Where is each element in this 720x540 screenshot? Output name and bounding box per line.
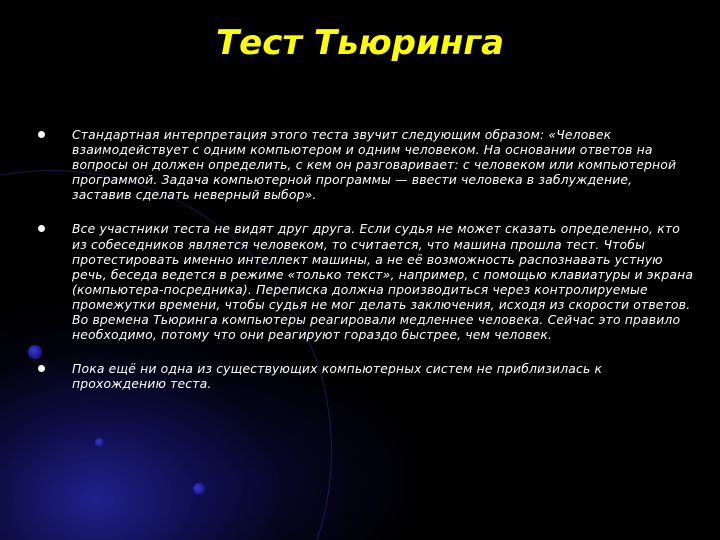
bullet-text: Все участники теста не видят друг друга. Если судья не может сказать определенно, кто из собеседников является человеком, то считается, что машина прошла тест. Чтобы протестировать именно интеллект машины, а не её возможность распознавать устную речь, беседа ведется в режиме «только текст», например, с помощью клавиатуры и экрана (компьютера-посредника). Переписка должна производиться через контролируемые промежутки времени, чтобы судья не мог делать заключения, исходя из скорости ответов. Во времена Тьюринга компьютеры реагировали медленнее человека. Сейчас это правило необходимо, потому что они реагируют гораздо быстрее, чем человек. bbox=[72, 221, 694, 343]
bullet-dot-icon bbox=[38, 225, 45, 232]
bullet-item bbox=[38, 221, 694, 342]
decorative-orb bbox=[193, 483, 205, 495]
bullet-text: Пока ещё ни одна из существующих компьютерных систем не приблизилась к прохождению теста. bbox=[72, 361, 603, 392]
bullet-list bbox=[38, 127, 694, 410]
decorative-orb bbox=[95, 438, 104, 447]
bullet-text: Стандартная интерпретация этого теста звучит следующим образом: «Человек взаимодействует с одним компьютером и одним человеком. На основании ответов на вопросы он должен определить, с кем он разговаривает: с человеком или компьютерной программой. Задача компьютерной программы — ввести человека в заблуждение, заставив сделать неверный выбор». bbox=[72, 127, 677, 203]
bullet-dot-icon bbox=[38, 131, 45, 138]
bullet-dot-icon bbox=[38, 365, 45, 372]
bullet-item bbox=[38, 361, 694, 391]
slide-title: Тест Тьюринга bbox=[215, 23, 505, 63]
bullet-item bbox=[38, 127, 694, 202]
